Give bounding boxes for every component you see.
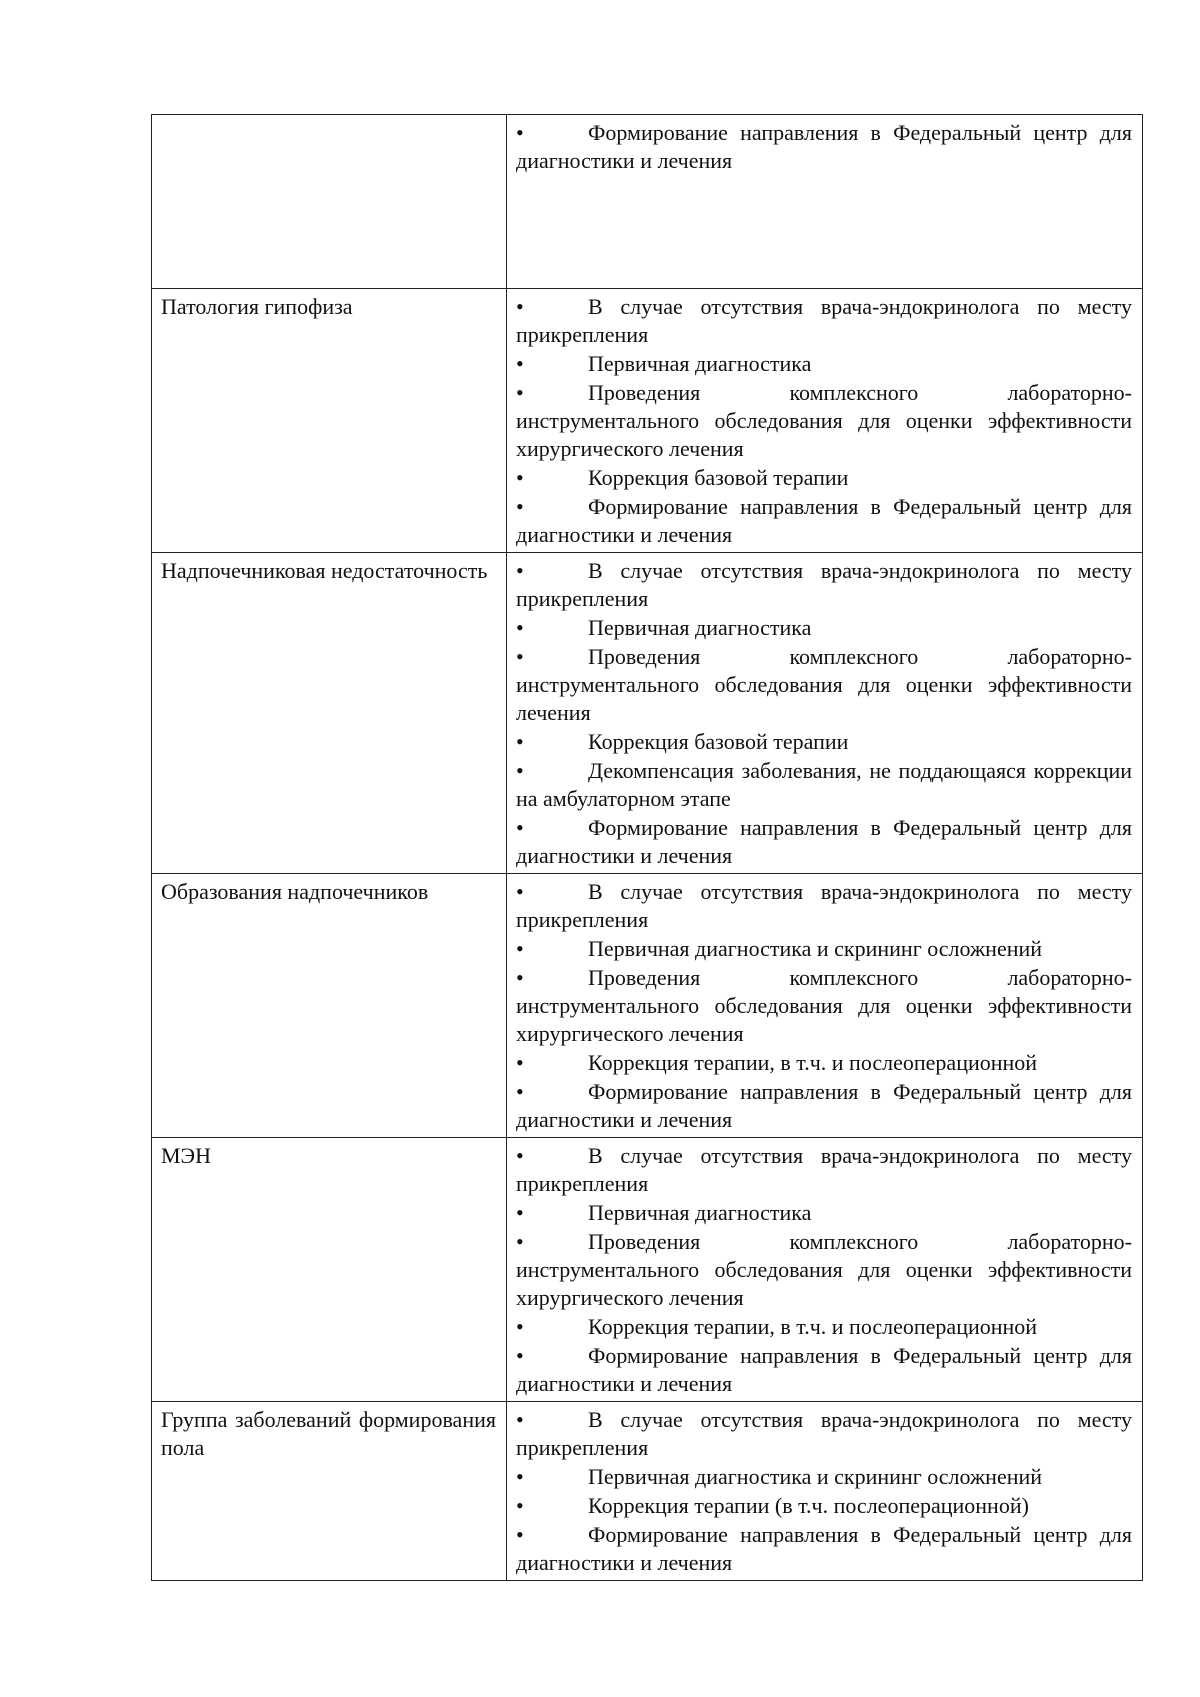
list-item: • Первичная диагностика [516, 1199, 1132, 1227]
table-row [152, 1138, 1143, 1402]
condition-cell: Группа заболеваний формирования пола [152, 1402, 507, 1581]
list-item: • Коррекция базовой терапии [516, 728, 1132, 756]
table-row [152, 115, 1143, 289]
table-row [152, 874, 1143, 1138]
actions-list [516, 1142, 1132, 1398]
list-item: • Формирование направления в Федеральный центр для диагностики и лечения [516, 1521, 1132, 1577]
actions-cell [507, 1138, 1143, 1402]
condition-cell: МЭН [152, 1138, 507, 1402]
list-item: • В случае отсутствия врача-эндокринолога по месту прикрепления [516, 557, 1132, 613]
list-item: • Проведения комплексного лабораторно-инструментального обследования для оценки эффективности хирургического лечения [516, 964, 1132, 1048]
actions-list [516, 293, 1132, 549]
referral-criteria-table [151, 114, 1143, 1581]
table-row [152, 553, 1143, 874]
actions-cell [507, 874, 1143, 1138]
list-item: • Первичная диагностика [516, 350, 1132, 378]
table-row [152, 289, 1143, 553]
list-item: • Первичная диагностика [516, 614, 1132, 642]
list-item: • Формирование направления в Федеральный центр для диагностики и лечения [516, 814, 1132, 870]
table-body [152, 115, 1143, 1581]
condition-cell [152, 115, 507, 289]
actions-list [516, 1406, 1132, 1577]
actions-cell [507, 553, 1143, 874]
list-item: • В случае отсутствия врача-эндокринолога по месту прикрепления [516, 293, 1132, 349]
condition-cell: Патология гипофиза [152, 289, 507, 553]
actions-cell [507, 289, 1143, 553]
actions-cell [507, 1402, 1143, 1581]
list-item: • В случае отсутствия врача-эндокринолога по месту прикрепления [516, 1406, 1132, 1462]
list-item: • Коррекция терапии, в т.ч. и послеоперационной [516, 1313, 1132, 1341]
list-item: • В случае отсутствия врача-эндокринолога по месту прикрепления [516, 1142, 1132, 1198]
condition-cell: Образования надпочечников [152, 874, 507, 1138]
list-item: • Декомпенсация заболевания, не поддающаяся коррекции на амбулаторном этапе [516, 757, 1132, 813]
list-item: • Коррекция терапии, в т.ч. и послеоперационной [516, 1049, 1132, 1077]
list-item: • Коррекция терапии (в т.ч. послеоперационной) [516, 1492, 1132, 1520]
list-item: • Коррекция базовой терапии [516, 464, 1132, 492]
list-item: • Проведения комплексного лабораторно-инструментального обследования для оценки эффективности лечения [516, 643, 1132, 727]
condition-cell: Надпочечниковая недостаточность [152, 553, 507, 874]
list-item: • Формирование направления в Федеральный центр для диагностики и лечения [516, 493, 1132, 549]
list-item: • Формирование направления в Федеральный центр для диагностики и лечения [516, 1342, 1132, 1398]
actions-list [516, 878, 1132, 1134]
actions-cell [507, 115, 1143, 289]
actions-list [516, 119, 1132, 175]
list-item: • Формирование направления в Федеральный центр для диагностики и лечения [516, 1078, 1132, 1134]
table-row [152, 1402, 1143, 1581]
actions-list [516, 557, 1132, 870]
list-item: • В случае отсутствия врача-эндокринолога по месту прикрепления [516, 878, 1132, 934]
list-item: • Формирование направления в Федеральный центр для диагностики и лечения [516, 119, 1132, 175]
list-item: • Первичная диагностика и скрининг осложнений [516, 1463, 1132, 1491]
list-item: • Проведения комплексного лабораторно-инструментального обследования для оценки эффективности хирургического лечения [516, 379, 1132, 463]
list-item: • Первичная диагностика и скрининг осложнений [516, 935, 1132, 963]
list-item: • Проведения комплексного лабораторно-инструментального обследования для оценки эффективности хирургического лечения [516, 1228, 1132, 1312]
